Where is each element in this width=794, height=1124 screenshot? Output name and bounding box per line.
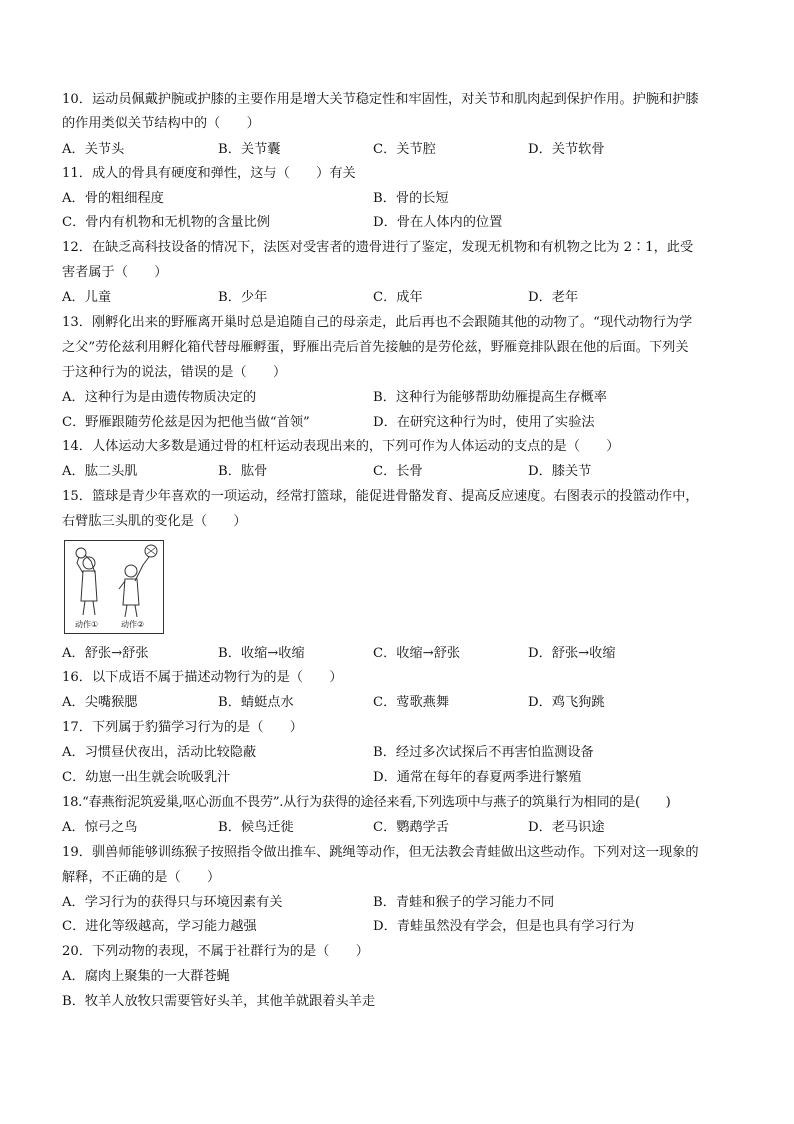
q19-option-a: A．学习行为的获得只与环境因素有关 xyxy=(62,895,283,910)
q12-stem-line2: 害者属于（ ） xyxy=(62,265,168,280)
q16-option-a: A．尖嘴猴腮 xyxy=(62,695,138,710)
q11-option-d: D．骨在人体内的位置 xyxy=(373,215,503,230)
q15-option-a: A．舒张→舒张 xyxy=(62,646,149,661)
q19-option-b: B．青蛙和猴子的学习能力不同 xyxy=(373,895,555,910)
q19-stem-line1: 19．驯兽师能够训练猴子按照指令做出推车、跳绳等动作，但无法教会青蛙做出这些动作。下列对这一现象的 xyxy=(62,845,699,860)
q19-option-d: D．青蛙虽然没有学会，但是也具有学习行为 xyxy=(373,919,635,934)
q10-option-b: B．关节囊 xyxy=(218,142,281,157)
q14-option-d: D．膝关节 xyxy=(528,464,592,479)
q10-stem-line2: 的作用类似关节结构中的（ ） xyxy=(62,116,260,131)
q10-stem-line1: 10．运动员佩戴护腕或护膝的主要作用是增大关节稳定性和牢固性，对关节和肌肉起到保护作用。护腕和护膝 xyxy=(62,92,699,107)
q11-option-c: C．骨内有机物和无机物的含量比例 xyxy=(62,215,270,230)
q17-option-d: D．通常在每年的春夏两季进行繁殖 xyxy=(373,770,582,785)
q14-stem: 14．人体运动大多数是通过骨的杠杆运动表现出来的，下列可作为人体运动的支点的是（ ） xyxy=(62,439,620,454)
q10-option-d: D．关节软骨 xyxy=(528,142,605,157)
q13-stem-line3: 于这种行为的说法，错误的是（ ） xyxy=(62,365,287,380)
player2-head xyxy=(125,565,137,577)
q17-option-a: A．习惯昼伏夜出，活动比较隐蔽 xyxy=(62,745,257,760)
player2-arms xyxy=(119,557,149,589)
q13-option-a: A．这种行为是由遗传物质决定的 xyxy=(62,390,257,405)
player2-legs xyxy=(125,605,137,617)
player2-body xyxy=(123,579,139,605)
q18-option-c: C．鹦鹉学舌 xyxy=(373,820,450,835)
q13-stem-line1: 13．刚孵化出来的野雁离开巢时总是追随自己的母亲走，此后再也不会跟随其他的动物了。“现代动物行为学 xyxy=(62,315,693,330)
q10-option-a: A．关节头 xyxy=(62,142,125,157)
figure-label-2: 动作② xyxy=(121,620,145,629)
q12-option-b: B．少年 xyxy=(218,290,268,305)
q11-stem: 11．成人的骨具有硬度和弹性，这与（ ）有关 xyxy=(62,166,356,181)
q18-option-a: A．惊弓之鸟 xyxy=(62,820,138,835)
player1-legs xyxy=(83,601,95,615)
q14-option-b: B．肱骨 xyxy=(218,464,268,479)
q16-option-b: B．蜻蜓点水 xyxy=(218,695,294,710)
q13-option-b: B．这种行为能够帮助幼雁提高生存概率 xyxy=(373,390,607,405)
q16-stem: 16．以下成语不属于描述动物行为的是（ ） xyxy=(62,670,343,685)
q12-stem-line1: 12．在缺乏高科技设备的情况下，法医对受害者的遗骨进行了鉴定，发现无机物和有机物之比为 2∶1，此受 xyxy=(62,240,694,255)
q19-option-c: C．进化等级越高，学习能力越强 xyxy=(62,919,257,934)
figure-label-1: 动作① xyxy=(75,620,99,629)
q15-stem-line2: 右臂肱三头肌的变化是（ ） xyxy=(62,514,247,529)
q14-option-c: C．长骨 xyxy=(373,464,423,479)
q16-option-d: D．鸡飞狗跳 xyxy=(528,695,605,710)
q11-option-a: A．骨的粗细程度 xyxy=(62,191,164,206)
q15-stem-line1: 15．篮球是青少年喜欢的一项运动，经常打篮球，能促进骨骼发育、提高反应速度。右图表示的投篮动作中， xyxy=(62,489,699,504)
q18-option-d: D．老马识途 xyxy=(528,820,605,835)
basketball-shooting-figure xyxy=(64,540,164,634)
q11-option-b: B．骨的长短 xyxy=(373,191,449,206)
q12-option-a: A．儿童 xyxy=(62,290,112,305)
q15-option-c: C．收缩→舒张 xyxy=(373,646,461,661)
q20-option-a: A．腐肉上聚集的一大群苍蝇 xyxy=(62,969,230,984)
shooting-illustration xyxy=(65,541,163,617)
q20-stem: 20．下列动物的表现，不属于社群行为的是（ ） xyxy=(62,944,369,959)
q14-option-a: A．肱二头肌 xyxy=(62,464,138,479)
q17-option-b: B．经过多次试探后不再害怕监测设备 xyxy=(373,745,594,760)
q16-option-c: C．莺歌燕舞 xyxy=(373,695,450,710)
q12-option-d: D．老年 xyxy=(528,290,579,305)
q12-option-c: C．成年 xyxy=(373,290,423,305)
q13-stem-line2: 之父”劳伦兹利用孵化箱代替母雁孵蛋，野雁出壳后首先接触的是劳伦兹，野雁竟排队跟在他的后面。下列关 xyxy=(62,340,689,355)
ball1 xyxy=(76,548,86,558)
q15-option-d: D．舒张→收缩 xyxy=(528,646,616,661)
q10-option-c: C．关节腔 xyxy=(373,142,436,157)
q15-option-b: B．收缩→收缩 xyxy=(218,646,305,661)
q18-stem: 18.“春燕衔泥筑爱巢,呕心沥血不畏劳”.从行为获得的途径来看,下列选项中与燕子的筑巢行为相同的是( ) xyxy=(62,795,671,810)
q13-option-c: C．野雁跟随劳伦兹是因为把他当做“首领” xyxy=(62,415,310,430)
q20-option-b: B．牧羊人放牧只需要管好头羊，其他羊就跟着头羊走 xyxy=(62,994,376,1009)
q13-option-d: D．在研究这种行为时，使用了实验法 xyxy=(373,415,595,430)
q18-option-b: B．候鸟迁徙 xyxy=(218,820,294,835)
q19-stem-line2: 解释，不正确的是（ ） xyxy=(62,870,221,885)
player1-body xyxy=(81,571,97,601)
q17-option-c: C．幼崽一出生就会吮吸乳汁 xyxy=(62,770,231,785)
q17-stem: 17．下列属于豹猫学习行为的是（ ） xyxy=(62,720,303,735)
ball2-seams xyxy=(147,548,155,554)
